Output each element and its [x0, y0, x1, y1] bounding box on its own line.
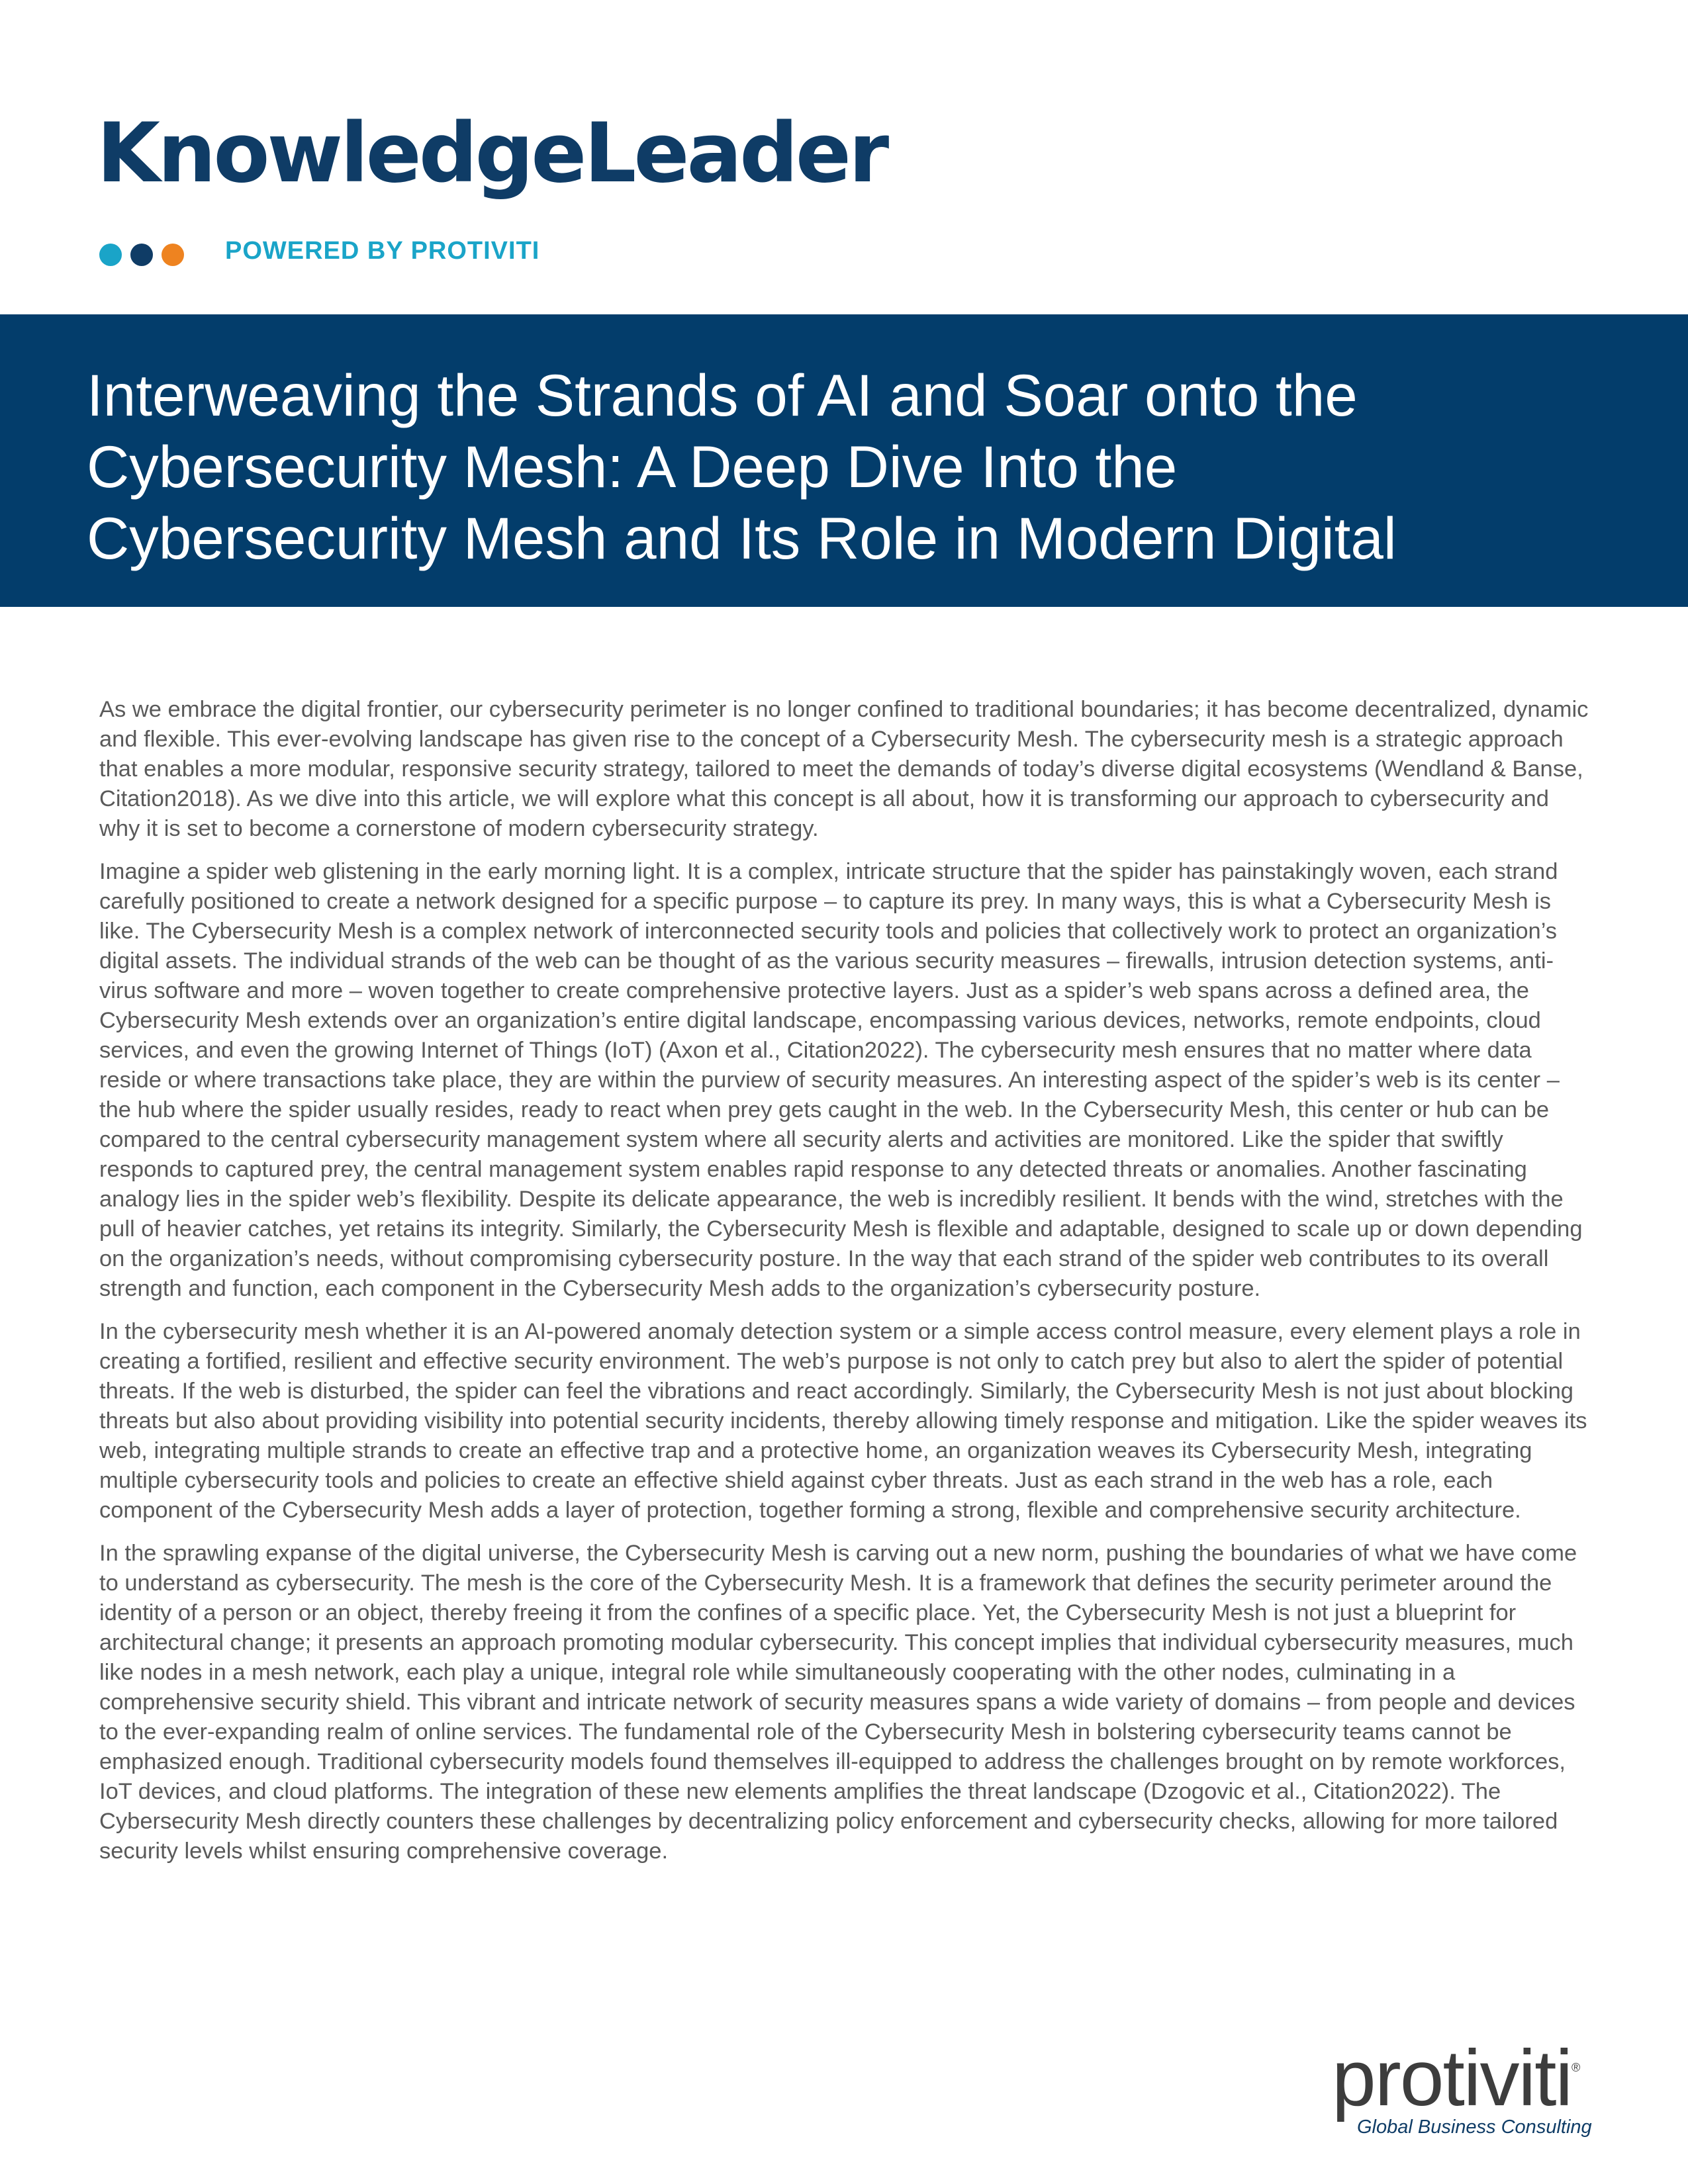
navy-dot-icon	[130, 244, 153, 266]
knowledgeleader-header	[97, 106, 887, 265]
article-body	[99, 695, 1595, 1880]
article-paragraph: In the sprawling expanse of the digital universe, the Cybersecurity Mesh is carving out a new norm, pushing the boundaries of what we have come to understand as cybersecurity. The mesh is the core of the Cybersecurity Mesh. It is a framework that defines the security perimeter around the identity of a person or an object, thereby freeing it from the confines of a specific place. Yet, the Cybersecurity Mesh is not just a blueprint for architectural change; it presents an approach promoting modular cybersecurity. This concept implies that individual cybersecurity measures, much like nodes in a mesh network, each play a unique, integral role while simultaneously cooperating with the other nodes, culminating in a comprehensive security shield. This vibrant and intricate network of security measures spans a wide variety of domains – from people and devices to the ever-expanding realm of online services. The fundamental role of the Cybersecurity Mesh in bolstering cybersecurity teams cannot be emphasized enough. Traditional cybersecurity models found themselves ill-equipped to address the challenges brought on by remote workforces, IoT devices, and cloud platforms. The integration of these new elements amplifies the threat landscape (Dzogovic et al., Citation2022). The Cybersecurity Mesh directly counters these challenges by decentralizing policy enforcement and cybersecurity checks, allowing for more tailored security levels whilst ensuring comprehensive coverage.	[99, 1541, 1577, 1864]
protiviti-wordmark: protiviti	[1332, 2034, 1572, 2122]
orange-dot-icon	[162, 244, 184, 266]
teal-dot-icon	[99, 244, 122, 266]
powered-by-label: POWERED BY PROTIVITI	[225, 237, 540, 265]
article-paragraph: In the cybersecurity mesh whether it is an AI-powered anomaly detection system or a simple access control measure, every element plays a role in creating a fortified, resilient and effective security environment. The web’s purpose is not only to catch prey but also to alert the spider of potential threats. If the web is disturbed, the spider can feel the vibrations and react accordingly. Similarly, the Cybersecurity Mesh is not just about blocking threats but also about providing visibility into potential security incidents, thereby allowing timely response and mitigation. Like the spider weaves its web, integrating multiple strands to create an effective trap and a protective home, an organization weaves its Cybersecurity Mesh, integrating multiple cybersecurity tools and policies to create an effective shield against cyber threats. Just as each strand in the web has a role, each component of the Cybersecurity Mesh adds a layer of protection, together forming a strong, flexible and comprehensive security architecture.	[99, 1319, 1587, 1523]
powered-by-row	[97, 233, 692, 273]
title-line-3: Cybersecurity Mesh and Its Role in Modern Digital	[87, 505, 1397, 571]
knowledgeleader-logo: KnowledgeLeader	[97, 106, 887, 201]
registered-mark: ®	[1571, 2061, 1581, 2074]
document-title	[87, 359, 1609, 574]
protiviti-footer-logo	[1332, 2034, 1597, 2144]
article-paragraph: As we embrace the digital frontier, our cybersecurity perimeter is no longer confined to traditional boundaries; it has become decentralized, dynamic and flexible. This ever-evolving landscape has given rise to the concept of a Cybersecurity Mesh. The cybersecurity mesh is a strategic approach that enables a more modular, responsive security strategy, tailored to meet the demands of today’s diverse digital ecosystems (Wendland & Banse, Citation2018). As we dive into this article, we will explore what this concept is all about, how it is transforming our approach to cybersecurity and why it is set to become a cornerstone of modern cybersecurity strategy.	[99, 697, 1589, 841]
protiviti-tagline: Global Business Consulting	[1357, 2116, 1592, 2138]
article-paragraph: Imagine a spider web glistening in the early morning light. It is a complex, intricate structure that the spider has painstakingly woven, each strand carefully positioned to create a network designed for a specific purpose – to capture its prey. In many ways, this is what a Cybersecurity Mesh is like. The Cybersecurity Mesh is a complex network of interconnected security tools and policies that collectively work to protect an organization’s digital assets. The individual strands of the web can be thought of as the various security measures – firewalls, intrusion detection systems, anti-virus software and more – woven together to create comprehensive protective layers. Just as a spider’s web spans across a defined area, the Cybersecurity Mesh extends over an organization’s entire digital landscape, encompassing various devices, networks, remote endpoints, cloud services, and even the growing Internet of Things (IoT) (Axon et al., Citation2022). The cybersecurity mesh ensures that no matter where data reside or where transactions take place, they are within the purview of security measures. An interesting aspect of the spider’s web is its center – the hub where the spider usually resides, ready to react when prey gets caught in the web. In the Cybersecurity Mesh, this center or hub can be compared to the central cybersecurity management system where all security alerts and activities are monitored. Like the spider that swiftly responds to captured prey, the central management system enables rapid response to any detected threats or anomalies. Another fascinating analogy lies in the spider web’s flexibility. Despite its delicate appearance, the web is incredibly resilient. It bends with the wind, stretches with the pull of heavier catches, yet retains its integrity. Similarly, the Cybersecurity Mesh is flexible and adaptable, designed to scale up or down depending on the organization’s needs, without compromising cybersecurity posture. In the way that each strand of the spider web contributes to its overall strength and function, each component in the Cybersecurity Mesh adds to the organization’s cybersecurity posture.	[99, 859, 1583, 1301]
title-line-1: Interweaving the Strands of AI and Soar onto the	[87, 362, 1358, 428]
title-line-2: Cybersecurity Mesh: A Deep Dive Into the	[87, 433, 1178, 500]
